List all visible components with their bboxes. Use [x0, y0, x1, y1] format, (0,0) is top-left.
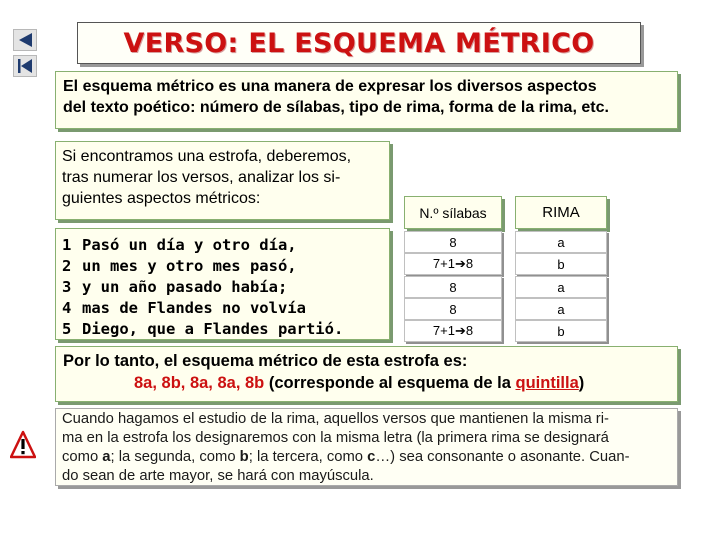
verse-number: 3	[62, 278, 72, 296]
page-title	[77, 22, 641, 64]
stanza-form-link[interactable]: quintilla	[515, 374, 579, 392]
syllables-cell: 8	[404, 231, 502, 253]
syllables-header: N.º sílabas	[404, 196, 502, 229]
metric-scheme: 8a, 8b, 8a, 8a, 8b	[134, 374, 265, 392]
verse-text: un mes y otro mes pasó,	[82, 257, 297, 275]
verse-number: 5	[62, 320, 72, 338]
rhyme-letter: b	[239, 449, 249, 465]
verse-line	[62, 256, 383, 277]
note-line-3	[62, 448, 671, 467]
intro-box	[55, 71, 678, 129]
rhyme-cell: a	[515, 298, 607, 320]
rhyme-cell: a	[515, 231, 607, 253]
verse-number: 2	[62, 257, 72, 275]
verse-line	[62, 277, 383, 298]
triangle-left-icon	[14, 30, 36, 50]
conclusion-end: )	[578, 374, 585, 392]
note-line-4: do sean de arte mayor, se hará con mayúscula.	[62, 468, 374, 484]
rhyme-cell: a	[515, 276, 607, 298]
prompt-line-2: tras numerar los versos, analizar los si-	[62, 169, 341, 186]
first-slide-button[interactable]	[13, 55, 37, 77]
verses-box	[55, 228, 390, 340]
prompt-box	[55, 141, 390, 220]
verse-number: 1	[62, 236, 72, 254]
warning-icon	[10, 428, 36, 462]
previous-slide-button[interactable]	[13, 29, 37, 51]
verse-line	[62, 319, 383, 340]
prompt-line-3: guientes aspectos métricos:	[62, 190, 261, 207]
first-icon	[14, 56, 36, 76]
verse-number: 4	[62, 299, 72, 317]
conclusion-line-1: Por lo tanto, el esquema métrico de esta estrofa es:	[63, 352, 468, 370]
rhyme-letter: a	[102, 449, 111, 465]
note-text: ; la segunda, como	[110, 449, 240, 465]
syllables-cell: 7+1➔8	[404, 320, 502, 342]
conclusion-line-2	[63, 372, 670, 394]
conclusion-box	[55, 346, 678, 402]
prompt-line-1: Si encontramos una estrofa, deberemos,	[62, 148, 352, 165]
title-text: VERSO: EL ESQUEMA MÉTRICO	[123, 27, 595, 59]
rhyme-cell: b	[515, 320, 607, 342]
intro-line-2: del texto poético: número de sílabas, tipo de rima, forma de la rima, etc.	[63, 99, 609, 116]
rhyme-cell: b	[515, 253, 607, 275]
verse-text: Diego, que a Flandes partió.	[82, 320, 344, 338]
note-box	[55, 408, 678, 486]
rhyme-header: RIMA	[515, 196, 607, 229]
syllables-cell: 8	[404, 298, 502, 320]
verse-text: Pasó un día y otro día,	[82, 236, 297, 254]
verse-text: y un año pasado había;	[82, 278, 288, 296]
conclusion-mid: (corresponde al esquema de la	[264, 374, 516, 392]
note-text: ; la tercera, como	[248, 449, 368, 465]
verse-line	[62, 298, 383, 319]
note-line-1: Cuando hagamos el estudio de la rima, aquellos versos que mantienen la misma ri-	[62, 411, 609, 427]
note-line-2: ma en la estrofa los designaremos con la misma letra (la primera rima se designará	[62, 430, 609, 446]
verse-text: mas de Flandes no volvía	[82, 299, 306, 317]
note-text: …) sea consonante o asonante. Cuan-	[375, 449, 630, 465]
rhyme-letter: c	[367, 449, 376, 465]
note-text: como	[62, 449, 103, 465]
syllables-cell: 7+1➔8	[404, 253, 502, 275]
intro-line-1: El esquema métrico es una manera de expresar los diversos aspectos	[63, 78, 597, 95]
verse-line	[62, 235, 383, 256]
syllables-cell: 8	[404, 276, 502, 298]
